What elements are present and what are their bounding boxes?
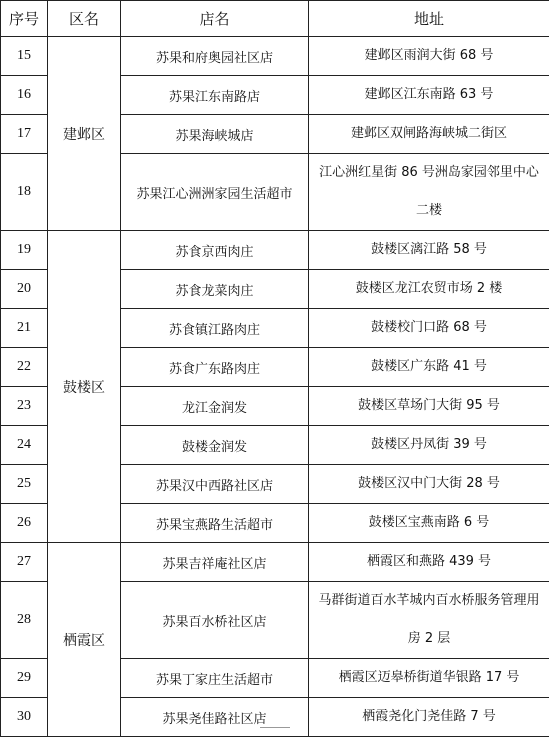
- seq-cell: 28: [1, 582, 48, 659]
- store-cell: 苏果丁家庄生活超市: [121, 659, 309, 698]
- address-cell: 栖霞尧化门尧佳路 7 号: [309, 698, 549, 737]
- district-cell: 栖霞区: [48, 543, 121, 737]
- header-seq: 序号: [1, 1, 48, 37]
- store-cell: 苏果吉祥庵社区店: [121, 543, 309, 582]
- store-cell: 苏果和府奥园社区店: [121, 37, 309, 76]
- address-cell: 江心洲红星街 86 号洲岛家园邻里中心二楼: [309, 154, 549, 231]
- store-cell: 苏食龙菜肉庄: [121, 270, 309, 309]
- store-cell: 鼓楼金润发: [121, 426, 309, 465]
- seq-cell: 17: [1, 115, 48, 154]
- address-cell: 栖霞区迈皋桥街道华银路 17 号: [309, 659, 549, 698]
- address-cell: 鼓楼区龙江农贸市场 2 楼: [309, 270, 549, 309]
- seq-cell: 26: [1, 504, 48, 543]
- header-district: 区名: [48, 1, 121, 37]
- address-cell: 建邺区双闸路海峡城二街区: [309, 115, 549, 154]
- seq-cell: 22: [1, 348, 48, 387]
- store-cell: 苏果尧佳路社区店: [121, 698, 309, 737]
- district-cell: 鼓楼区: [48, 231, 121, 543]
- seq-cell: 21: [1, 309, 48, 348]
- seq-cell: 16: [1, 76, 48, 115]
- header-store: 店名: [121, 1, 309, 37]
- store-cell: 苏食京西肉庄: [121, 231, 309, 270]
- seq-cell: 24: [1, 426, 48, 465]
- store-cell: 苏食镇江路肉庄: [121, 309, 309, 348]
- address-cell: 栖霞区和燕路 439 号: [309, 543, 549, 582]
- seq-cell: 20: [1, 270, 48, 309]
- store-cell: 苏果江东南路店: [121, 76, 309, 115]
- store-cell: 苏果宝燕路生活超市: [121, 504, 309, 543]
- address-cell: 鼓楼区漓江路 58 号: [309, 231, 549, 270]
- page-edge-marker: [260, 727, 290, 728]
- address-cell: 马群街道百水芊城内百水桥服务管理用房 2 层: [309, 582, 549, 659]
- district-cell: 建邺区: [48, 37, 121, 231]
- seq-cell: 29: [1, 659, 48, 698]
- header-address: 地址: [309, 1, 549, 37]
- address-cell: 建邺区雨润大街 68 号: [309, 37, 549, 76]
- seq-cell: 23: [1, 387, 48, 426]
- seq-cell: 30: [1, 698, 48, 737]
- seq-cell: 18: [1, 154, 48, 231]
- table-row: [1, 543, 549, 582]
- address-cell: 鼓楼区丹凤街 39 号: [309, 426, 549, 465]
- store-cell: 苏果江心洲洲家园生活超市: [121, 154, 309, 231]
- seq-cell: 27: [1, 543, 48, 582]
- address-cell: 建邺区江东南路 63 号: [309, 76, 549, 115]
- seq-cell: 15: [1, 37, 48, 76]
- store-cell: 苏食广东路肉庄: [121, 348, 309, 387]
- store-cell: 苏果海峡城店: [121, 115, 309, 154]
- seq-cell: 19: [1, 231, 48, 270]
- header-row: [1, 1, 549, 37]
- store-cell: 龙江金润发: [121, 387, 309, 426]
- store-cell: 苏果百水桥社区店: [121, 582, 309, 659]
- address-cell: 鼓楼区宝燕南路 6 号: [309, 504, 549, 543]
- store-cell: 苏果汉中西路社区店: [121, 465, 309, 504]
- table-row: [1, 37, 549, 76]
- table-row: [1, 231, 549, 270]
- address-cell: 鼓楼区汉中门大街 28 号: [309, 465, 549, 504]
- address-cell: 鼓楼校门口路 68 号: [309, 309, 549, 348]
- seq-cell: 25: [1, 465, 48, 504]
- address-cell: 鼓楼区广东路 41 号: [309, 348, 549, 387]
- address-cell: 鼓楼区草场门大街 95 号: [309, 387, 549, 426]
